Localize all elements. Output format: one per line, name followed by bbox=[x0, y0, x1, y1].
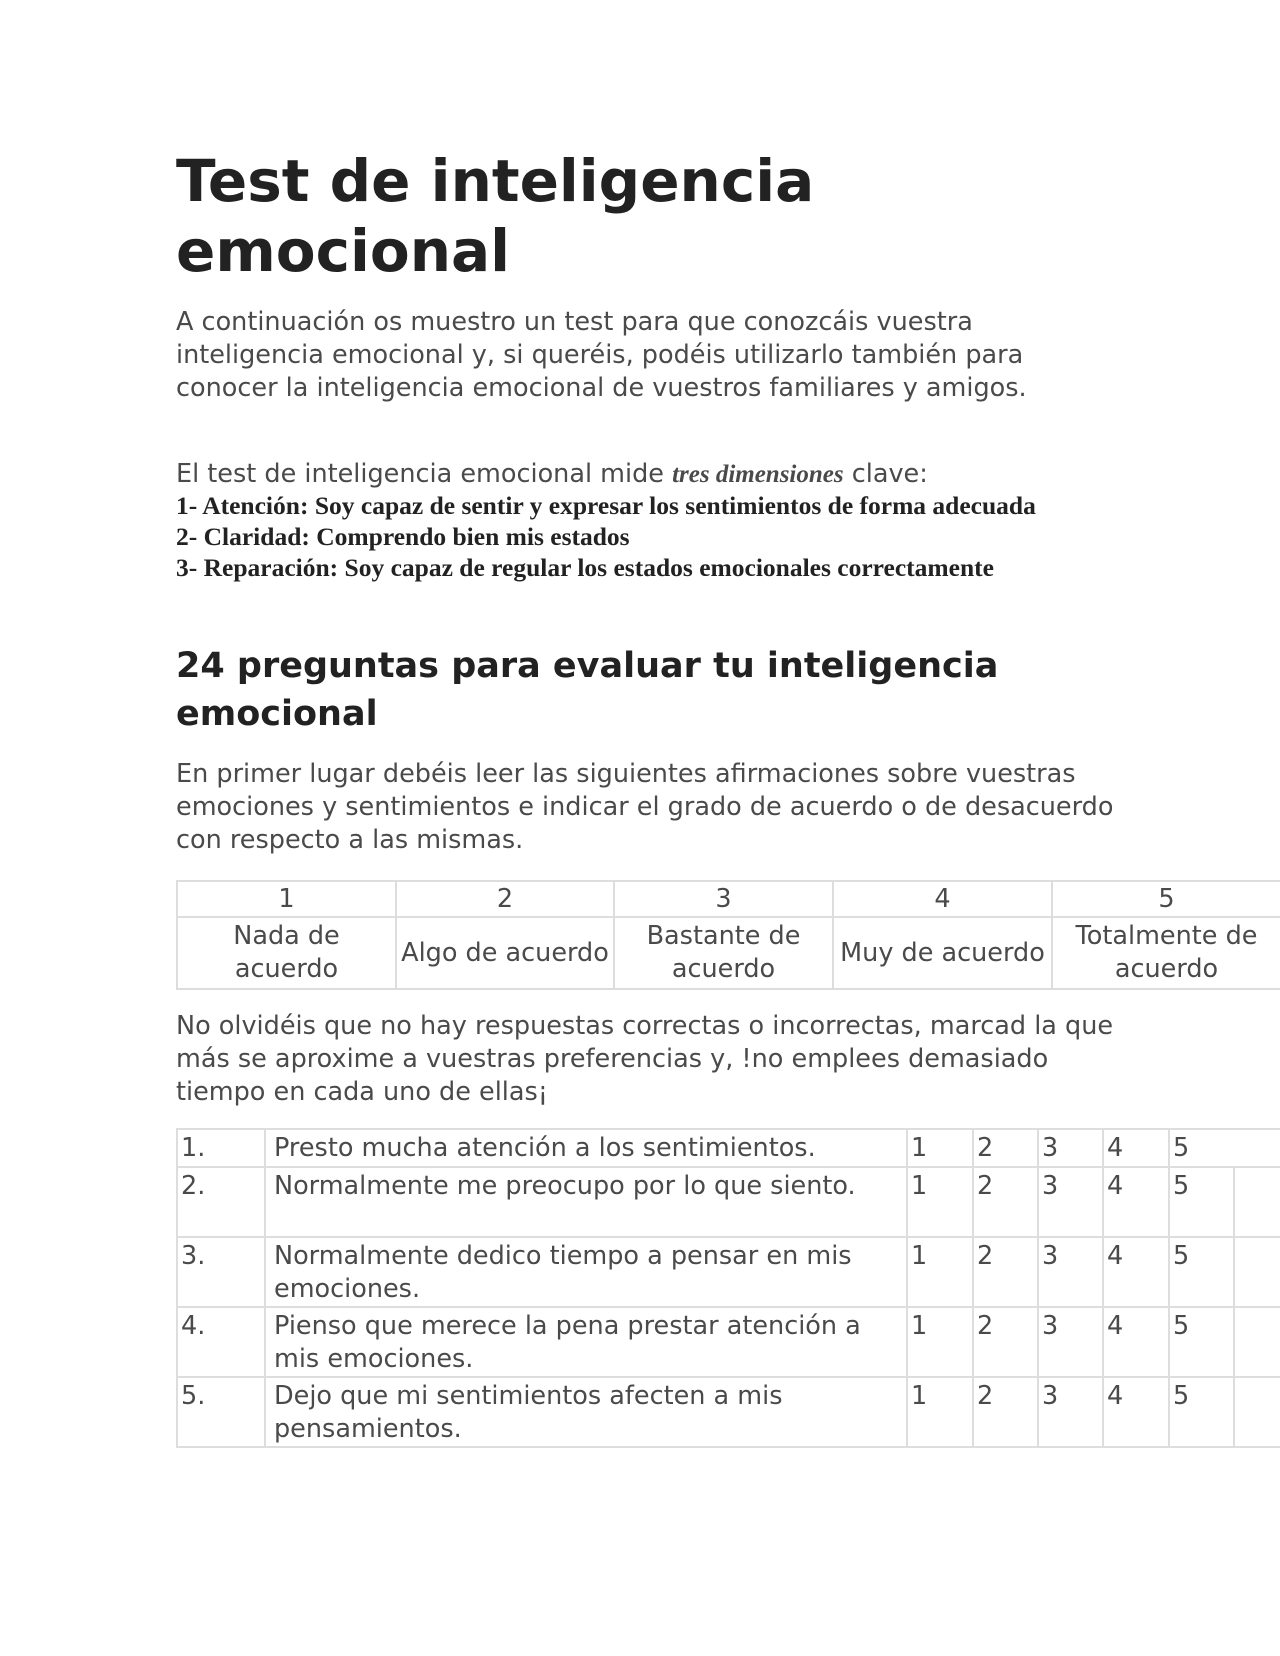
answer-option[interactable]: 4 bbox=[1103, 1307, 1169, 1377]
question-row bbox=[177, 1167, 1280, 1237]
page-title: Test de inteligencia emocional bbox=[176, 147, 815, 285]
question-number: 1. bbox=[177, 1129, 265, 1167]
answer-option[interactable]: 4 bbox=[1103, 1237, 1169, 1307]
dimensions-intro-suffix: clave: bbox=[843, 459, 928, 489]
answer-option[interactable]: 1 bbox=[907, 1167, 973, 1237]
dimension-item: 1- Atención: Soy capaz de sentir y expresar los sentimientos de forma adecuada bbox=[176, 491, 1036, 520]
question-row bbox=[177, 1307, 1280, 1377]
question-text: Dejo que mi sentimientos afecten a mis pensamientos. bbox=[265, 1377, 907, 1447]
question-number: 5. bbox=[177, 1377, 265, 1447]
answer-option[interactable]: 1 bbox=[907, 1129, 973, 1167]
answer-option[interactable]: 2 bbox=[973, 1167, 1038, 1237]
dimensions-list bbox=[176, 490, 1116, 583]
answer-option[interactable]: 3 bbox=[1038, 1237, 1103, 1307]
dimensions-emphasis: tres dimensiones bbox=[672, 461, 844, 488]
instructions-paragraph: En primer lugar debéis leer las siguientes afirmaciones sobre vuestras emociones y sentimientos e indicar el grado de acuerdo o de desacuerdo con respecto a las mismas. bbox=[176, 759, 1114, 855]
scale-number: 4 bbox=[833, 881, 1052, 917]
question-row bbox=[177, 1377, 1280, 1447]
answer-option[interactable]: 1 bbox=[907, 1377, 973, 1447]
dimensions-intro-prefix: El test de inteligencia emocional mide bbox=[176, 459, 673, 489]
scale-number: 3 bbox=[614, 881, 833, 917]
empty-cell bbox=[1234, 1129, 1280, 1167]
answer-option[interactable]: 3 bbox=[1038, 1377, 1103, 1447]
answer-option[interactable]: 4 bbox=[1103, 1129, 1169, 1167]
scale-label: Totalmente de acuerdo bbox=[1052, 917, 1280, 989]
dimension-item: 2- Claridad: Comprendo bien mis estados bbox=[176, 522, 630, 551]
answer-option[interactable]: 1 bbox=[907, 1237, 973, 1307]
answer-option[interactable]: 4 bbox=[1103, 1167, 1169, 1237]
question-text: Pienso que merece la pena prestar atención a mis emociones. bbox=[265, 1307, 907, 1377]
answer-option[interactable]: 3 bbox=[1038, 1307, 1103, 1377]
empty-cell bbox=[1234, 1377, 1280, 1447]
dimension-item: 3- Reparación: Soy capaz de regular los estados emocionales correctamente bbox=[176, 553, 994, 582]
section-heading: 24 preguntas para evaluar tu inteligencia emocional bbox=[176, 646, 999, 734]
question-text: Normalmente me preocupo por lo que siento. bbox=[265, 1167, 907, 1237]
answer-option[interactable]: 5 bbox=[1169, 1377, 1234, 1447]
note-paragraph: No olvidéis que no hay respuestas correctas o incorrectas, marcad la que más se aproxime a vuestras preferencias y, !no emplees demasiado tiempo en cada uno de ellas¡ bbox=[176, 1011, 1114, 1107]
dimensions-intro bbox=[176, 458, 928, 491]
questions-table bbox=[176, 1128, 1280, 1448]
scale-numbers-row bbox=[177, 881, 1280, 917]
answer-option[interactable]: 3 bbox=[1038, 1167, 1103, 1237]
empty-cell bbox=[1234, 1167, 1280, 1237]
scale-label: Algo de acuerdo bbox=[396, 917, 614, 989]
scale-label: Nada de acuerdo bbox=[177, 917, 396, 989]
answer-option[interactable]: 2 bbox=[973, 1377, 1038, 1447]
scale-number: 2 bbox=[396, 881, 614, 917]
answer-option[interactable]: 2 bbox=[973, 1237, 1038, 1307]
answer-option[interactable]: 5 bbox=[1169, 1129, 1234, 1167]
answer-option[interactable]: 2 bbox=[973, 1307, 1038, 1377]
scale-labels-row bbox=[177, 917, 1280, 989]
question-number: 2. bbox=[177, 1167, 265, 1237]
question-row bbox=[177, 1129, 1280, 1167]
answer-option[interactable]: 5 bbox=[1169, 1237, 1234, 1307]
intro-paragraph: A continuación os muestro un test para que conozcáis vuestra inteligencia emocional y, si queréis, podéis utilizarlo también para conocer la inteligencia emocional de vuestros familiares y amigos. bbox=[176, 307, 1027, 403]
scale-label: Bastante de acuerdo bbox=[614, 917, 833, 989]
question-text: Presto mucha atención a los sentimientos. bbox=[265, 1129, 907, 1167]
answer-option[interactable]: 5 bbox=[1169, 1307, 1234, 1377]
scale-label: Muy de acuerdo bbox=[833, 917, 1052, 989]
empty-cell bbox=[1234, 1237, 1280, 1307]
question-row bbox=[177, 1237, 1280, 1307]
question-text: Normalmente dedico tiempo a pensar en mis emociones. bbox=[265, 1237, 907, 1307]
answer-option[interactable]: 3 bbox=[1038, 1129, 1103, 1167]
scale-number: 1 bbox=[177, 881, 396, 917]
answer-option[interactable]: 1 bbox=[907, 1307, 973, 1377]
answer-option[interactable]: 2 bbox=[973, 1129, 1038, 1167]
question-number: 4. bbox=[177, 1307, 265, 1377]
scale-number: 5 bbox=[1052, 881, 1280, 917]
question-number: 3. bbox=[177, 1237, 265, 1307]
answer-option[interactable]: 5 bbox=[1169, 1167, 1234, 1237]
empty-cell bbox=[1234, 1307, 1280, 1377]
scale-table bbox=[176, 880, 1280, 990]
answer-option[interactable]: 4 bbox=[1103, 1377, 1169, 1447]
